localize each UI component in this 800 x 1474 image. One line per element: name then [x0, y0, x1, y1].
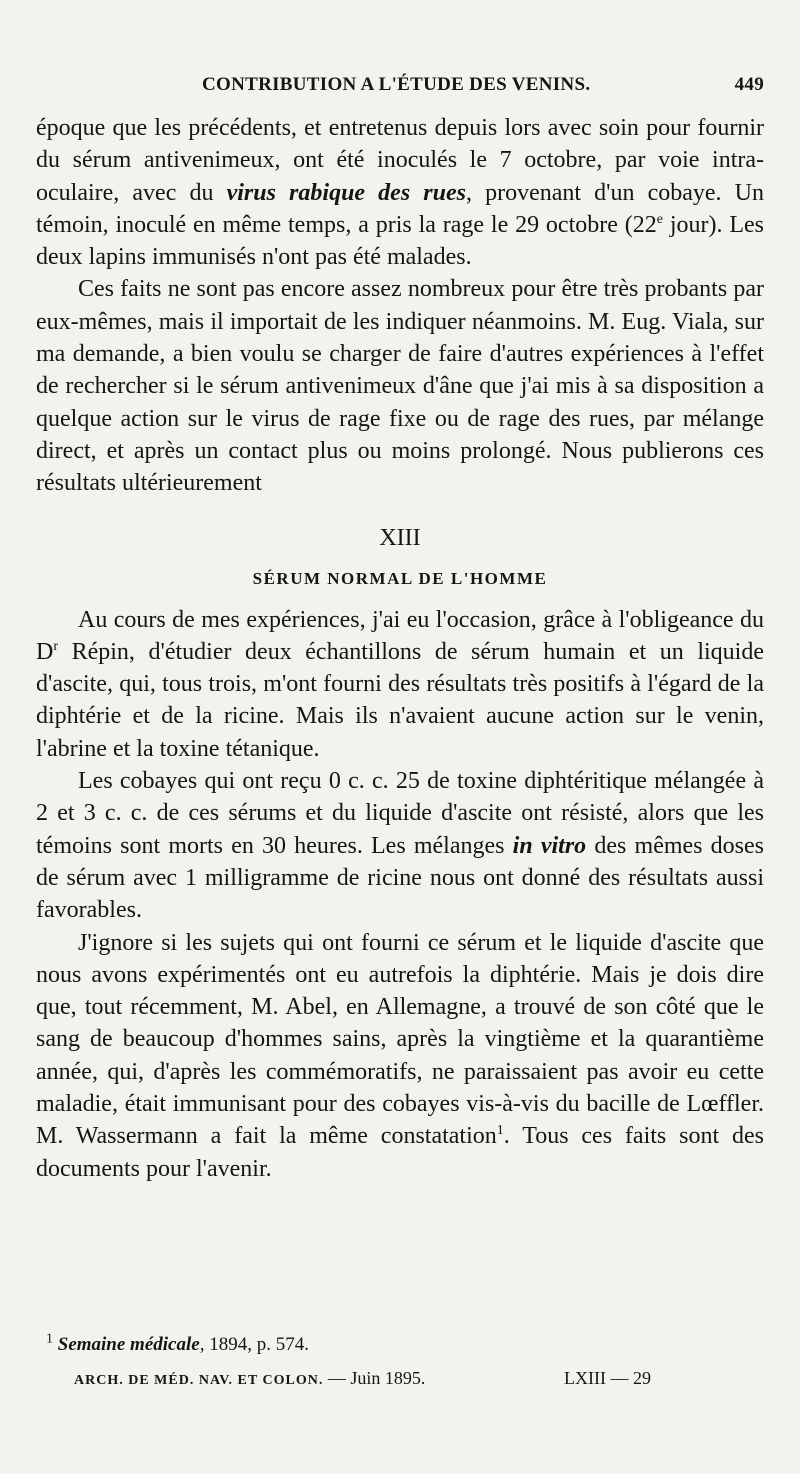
paragraph-1: époque que les précédents, et entretenus depuis lors avec soin pour fournir du sérum antivenimeux, ont été inoculés le 7 octobre, par voie intra-oculaire, avec du virus rabique des rues, provenant d'un cobaye. Un témoin, inoculé en même temps, a pris la rage le 29 octobre (22e jour). Les deux lapins immunisés n'ont pas été malades.	[36, 115, 765, 271]
paragraph-5: J'ignore si les sujets qui ont fourni ce sérum et le liquide d'ascite que nous avons expérimentés ont eu autrefois la diphtérie. Mais je dois dire que, tout récemment, M. Abel, en Allemagne, a trouvé de son côté que le sang de beaucoup d'hommes sains, après la vingtième et la quarantième année, qui, d'après les commémoratifs, ne paraissaient pas avoir eu cette maladie, était immunisant pour des cobayes vis-à-vis du bacille de Lœffler. M. Wassermann a fait la même constatation$^1$. Tous ces faits sont des documents pour l'avenir.	[36, 929, 765, 1182]
footnote-ref: 1	[496, 1123, 504, 1139]
running-header	[36, 74, 764, 102]
running-title: CONTRIBUTION A L'ÉTUDE DES VENINS.	[202, 74, 591, 95]
section-number: XIII	[379, 524, 421, 551]
document-page	[36, 0, 764, 1474]
body-text	[36, 112, 764, 1185]
section-title: SÉRUM NORMAL DE L'HOMME	[252, 568, 548, 588]
footnote-source: Semaine médicale	[57, 1334, 200, 1355]
footer-dash: —	[323, 1368, 351, 1388]
journal-name: ARCH. DE MÉD. NAV. ET COLON.	[74, 1373, 324, 1388]
paragraph-4: Les cobayes qui ont reçu 0 c. c. 25 de toxine diphtéritique mélangée à 2 et 3 c. c. de ces sérums et du liquide d'ascite ont résisté, alors que les témoins sont morts en 30 heures. Les mélanges in vitro des mêmes doses de sérum avec 1 milligramme de ricine nous ont donné des résultats aussi favorables.	[36, 768, 765, 924]
issue-date: Juin 1895.	[350, 1368, 426, 1388]
italic-in-vitro: in vitro	[512, 832, 587, 859]
paragraph-2: Ces faits ne sont pas encore assez nombreux pour être très probants par eux-mêmes, mais il importait de les indiquer néanmoins. M. Eug. Viala, sur ma demande, a bien voulu se charger de faire d'autres expériences à l'effet de rechercher si le sérum antivenimeux d'âne que j'ai mis à sa disposition a quelque action sur le virus de rage fixe ou de rage des rues, par mélange direct, et après un contact plus ou moins prolongé. Nous publierons ces résultats ultérieurement	[36, 276, 764, 497]
footnote-marker: 1	[46, 1331, 53, 1347]
signature-mark: LXIII — 29	[564, 1368, 651, 1388]
paragraph-3: Au cours de mes expériences, j'ai eu l'occasion, grâce à l'obligeance du $D^r$ Répin, d'étudier deux échantillons de sérum humain et un liquide d'ascite, qui, tous trois, m'ont fourni des résultats très positifs à l'égard de la diphtérie et de la ricine. Mais ils n'avaient aucune action sur le venin, l'abrine et la toxine tétanique.	[36, 606, 764, 762]
superscript-e: e	[656, 211, 663, 227]
superscript-r: r	[53, 638, 59, 654]
italic-virus-rabique: virus rabique des rues	[226, 179, 466, 206]
footnote	[46, 1332, 764, 1358]
footnote-citation: , 1894, p. 574.	[199, 1334, 309, 1355]
page-number: 449	[734, 74, 764, 95]
